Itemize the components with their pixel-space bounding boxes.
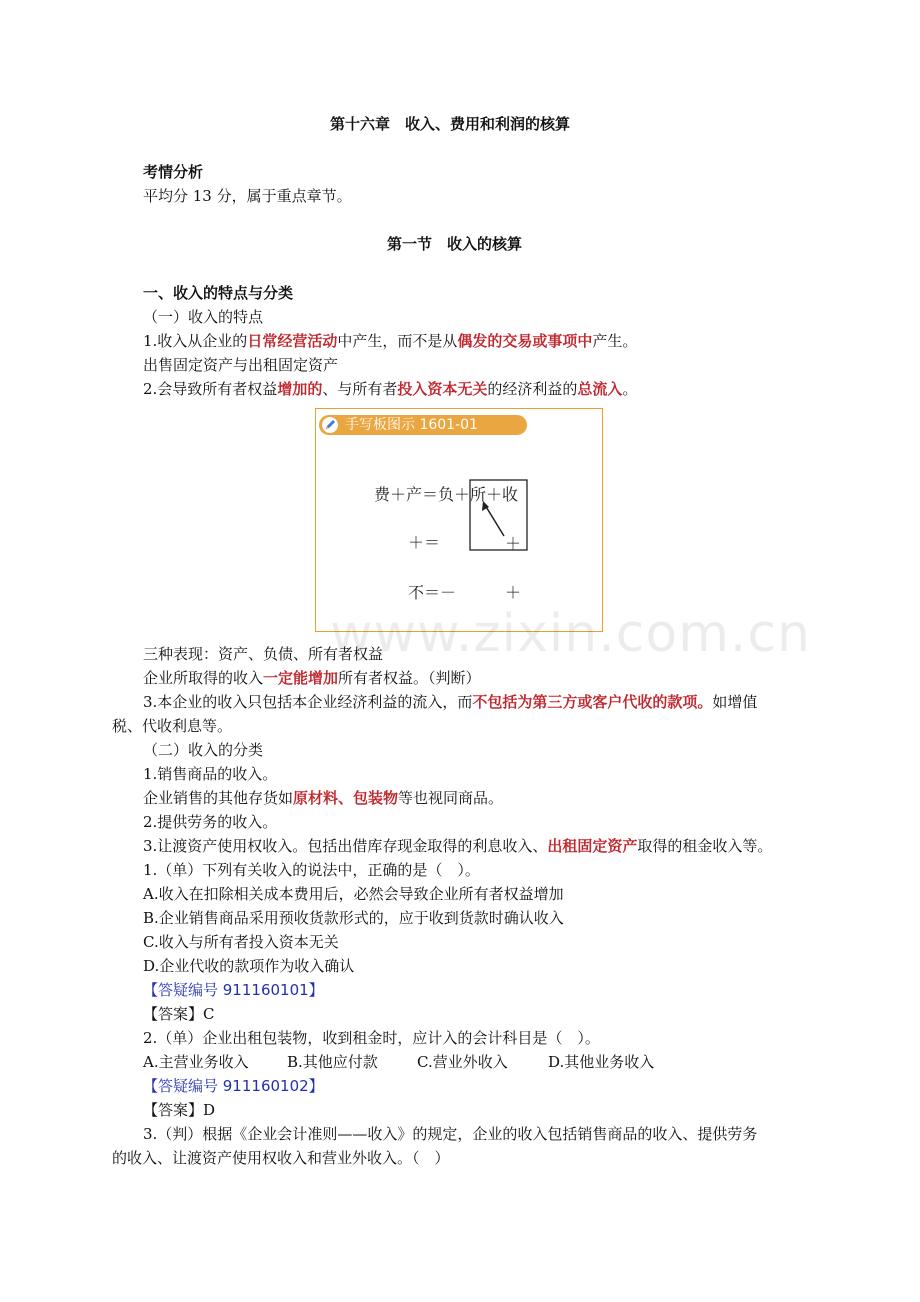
- paragraph-1-note: 出售固定资产与出租固定资产: [143, 356, 339, 374]
- question-2-stem: 2.（单）企业出租包装物，收到租金时，应计入的会计科目是（ ）。: [143, 1029, 600, 1047]
- class-3: 3.让渡资产使用权收入。包括出借库存现金取得的利息收入、出租固定资产取得的租金收入等。: [143, 837, 773, 855]
- handwriting-panel: [315, 408, 603, 632]
- handwriting-title: 手写板图示 1601-01: [345, 417, 478, 433]
- three-forms: 三种表现：资产、负债、所有者权益: [143, 645, 384, 663]
- chapter-title: 第十六章 收入、费用和利润的核算: [330, 115, 571, 133]
- class-1: 1.销售商品的收入。: [143, 765, 278, 783]
- highlight: 一定能增加: [263, 669, 339, 687]
- highlight: 出租固定资产: [547, 837, 638, 855]
- question-3-stem: 3.（判）根据《企业会计准则——收入》的规定，企业的收入包括销售商品的收入、提供劳务: [143, 1125, 758, 1143]
- highlight: 日常经营活动: [247, 332, 338, 350]
- question-1-option-a: A.收入在扣除相关成本费用后，必然会导致企业所有者权益增加: [143, 885, 564, 903]
- highlight: 总流入: [577, 380, 623, 398]
- question-1-option-b: B.企业销售商品采用预收货款形式的，应于收到货款时确认收入: [143, 909, 564, 927]
- paragraph-1: 1.收入从企业的日常经营活动中产生，而不是从偶发的交易或事项中产生。: [143, 332, 638, 350]
- highlight: 不包括为第三方或客户代收的款项。: [472, 693, 713, 711]
- exam-analysis-text: 平均分 13 分，属于重点章节。: [143, 187, 352, 205]
- exam-analysis-heading: 考情分析: [143, 163, 204, 181]
- judgement-line: 企业所取得的收入一定能增加所有者权益。（判断）: [143, 669, 481, 687]
- highlight: 投入资本无关: [397, 380, 488, 398]
- paragraph-3-cont: 税、代收利息等。: [112, 717, 233, 735]
- question-3-stem-cont: 的收入、让渡资产使用权收入和营业外收入。（ ）: [112, 1149, 450, 1167]
- class-2: 2.提供劳务的收入。: [143, 813, 278, 831]
- question-2-option-a: A.主营业务收入: [143, 1053, 249, 1071]
- question-2-option-c: C.营业外收入: [417, 1053, 508, 1071]
- handwriting-line-3: 不＝－: [408, 583, 457, 602]
- question-2-answer: 【答案】D: [143, 1101, 216, 1119]
- highlight: 增加的: [277, 380, 323, 398]
- handwriting-line-2: ＋＝: [408, 533, 441, 552]
- class-1-note: 企业销售的其他存货如原材料、包装物等也视同商品。: [143, 789, 504, 807]
- question-1-ref-link[interactable]: 【答疑编号 911160101】: [143, 981, 324, 999]
- question-2-option-d: D.其他业务收入: [548, 1053, 655, 1071]
- watermark: www.zixin.com.cn: [330, 604, 811, 664]
- question-1-option-c: C.收入与所有者投入资本无关: [143, 933, 339, 951]
- section-title: 第一节 收入的核算: [387, 235, 523, 253]
- handwriting-line-1: 费＋产＝负＋所＋收: [374, 485, 519, 504]
- paragraph-2: 2.会导致所有者权益增加的、与所有者投入资本无关的经济利益的总流入。: [143, 380, 638, 398]
- highlight: 原材料、包装物: [293, 789, 399, 807]
- subheading-classification: （二）收入的分类: [143, 741, 264, 759]
- paragraph-3: 3.本企业的收入只包括本企业经济利益的流入，而不包括为第三方或客户代收的款项。如增值: [143, 693, 758, 711]
- question-1-option-d: D.企业代收的款项作为收入确认: [143, 957, 355, 975]
- handwriting-line-2-right: ＋: [505, 534, 522, 553]
- question-2-option-b: B.其他应付款: [287, 1053, 378, 1071]
- handwriting-line-3-right: ＋: [505, 583, 522, 602]
- handwriting-sketch: [316, 409, 604, 633]
- highlight: 偶发的交易或事项中: [457, 332, 593, 350]
- question-2-ref-link[interactable]: 【答疑编号 911160102】: [143, 1077, 324, 1095]
- part1-heading: 一、收入的特点与分类: [143, 284, 294, 302]
- question-1-answer: 【答案】C: [143, 1005, 215, 1023]
- subheading-features: （一）收入的特点: [143, 308, 264, 326]
- question-1-stem: 1.（单）下列有关收入的说法中，正确的是（ ）。: [143, 861, 480, 879]
